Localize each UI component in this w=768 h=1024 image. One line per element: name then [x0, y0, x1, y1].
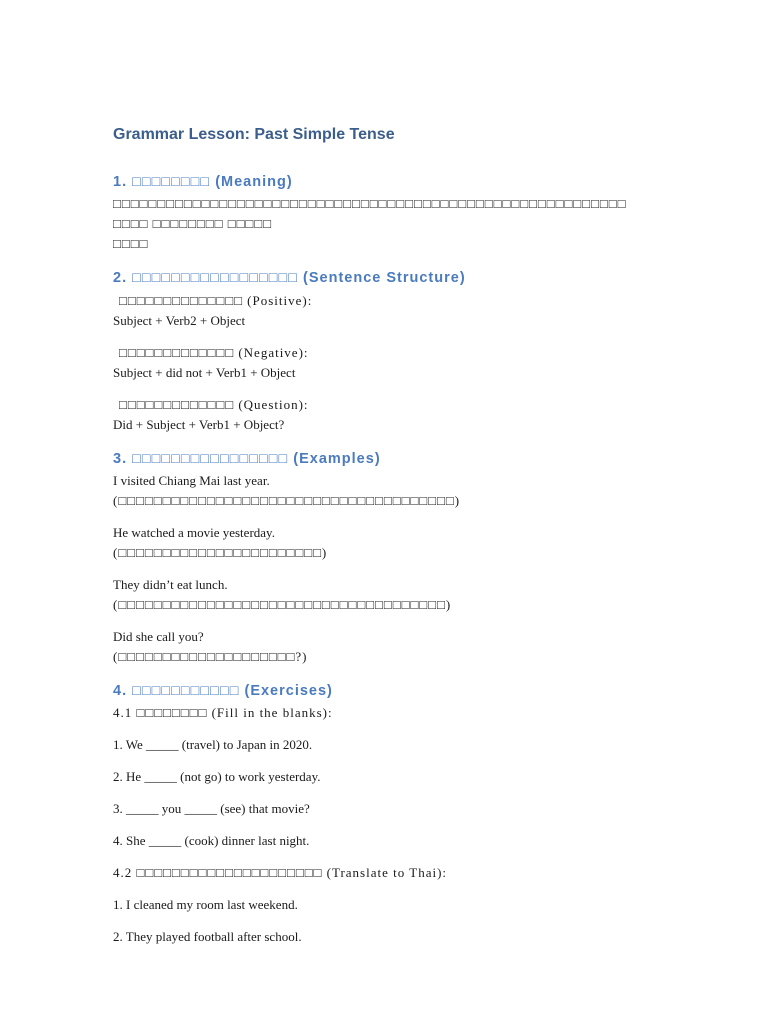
example-1-th: (□□□□□□□□□□□□□□□□□□□□□□□□□□□□□□□□□□□□□□)	[113, 493, 461, 508]
example-3-en: They didn’t eat lunch.	[113, 577, 228, 592]
positive-formula: Subject + Verb2 + Object	[113, 313, 246, 328]
exercise-item: 1. I cleaned my room last weekend.	[113, 897, 298, 912]
question-formula: Did + Subject + Verb1 + Object?	[113, 417, 285, 432]
negative-formula: Subject + did not + Verb1 + Object	[113, 365, 296, 380]
example-2-en: He watched a movie yesterday.	[113, 525, 275, 540]
exercise-part1-label: 4.1 □□□□□□□□ (Fill in the blanks):	[113, 705, 333, 720]
heading-structure: 2. □□□□□□□□□□□□□□□□□ (Sentence Structure)	[113, 270, 466, 286]
exercise-item: 3. _____ you _____ (see) that movie?	[113, 801, 310, 816]
heading-exercises: 4. □□□□□□□□□□□ (Exercises)	[113, 683, 333, 699]
heading-examples: 3. □□□□□□□□□□□□□□□□ (Examples)	[113, 451, 381, 467]
heading-meaning: 1. □□□□□□□□ (Meaning)	[113, 174, 293, 190]
exercise-item: 2. He _____ (not go) to work yesterday.	[113, 769, 321, 784]
exercise-part2-label: 4.2 □□□□□□□□□□□□□□□□□□□□□ (Translate to Thai):	[113, 865, 448, 880]
exercise-item: 1. We _____ (travel) to Japan in 2020.	[113, 737, 313, 752]
document-body	[113, 124, 658, 947]
meaning-text-line2: □□□□	[113, 236, 149, 251]
example-1-en: I visited Chiang Mai last year.	[113, 473, 270, 488]
question-label: □□□□□□□□□□□□□ (Question):	[119, 397, 309, 412]
example-3-th: (□□□□□□□□□□□□□□□□□□□□□□□□□□□□□□□□□□□□□)	[113, 597, 452, 612]
example-4-th: (□□□□□□□□□□□□□□□□□□□□?)	[113, 649, 308, 664]
negative-label: □□□□□□□□□□□□□ (Negative):	[119, 345, 309, 360]
page-title: Grammar Lesson: Past Simple Tense	[113, 126, 395, 143]
positive-label: □□□□□□□□□□□□□□ (Positive):	[119, 293, 313, 308]
meaning-text-line1: □□□□□□□□□□□□□□□□□□□□□□□□□□□□□□□□□□□□□□□□□□□□□□□□□□□□□□□□□□ □□□□ □□□□□□□□ □□□□□	[113, 196, 627, 231]
exercise-item: 2. They played football after school.	[113, 929, 302, 944]
example-2-th: (□□□□□□□□□□□□□□□□□□□□□□□)	[113, 545, 328, 560]
example-4-en: Did she call you?	[113, 629, 204, 644]
exercise-item: 4. She _____ (cook) dinner last night.	[113, 833, 310, 848]
